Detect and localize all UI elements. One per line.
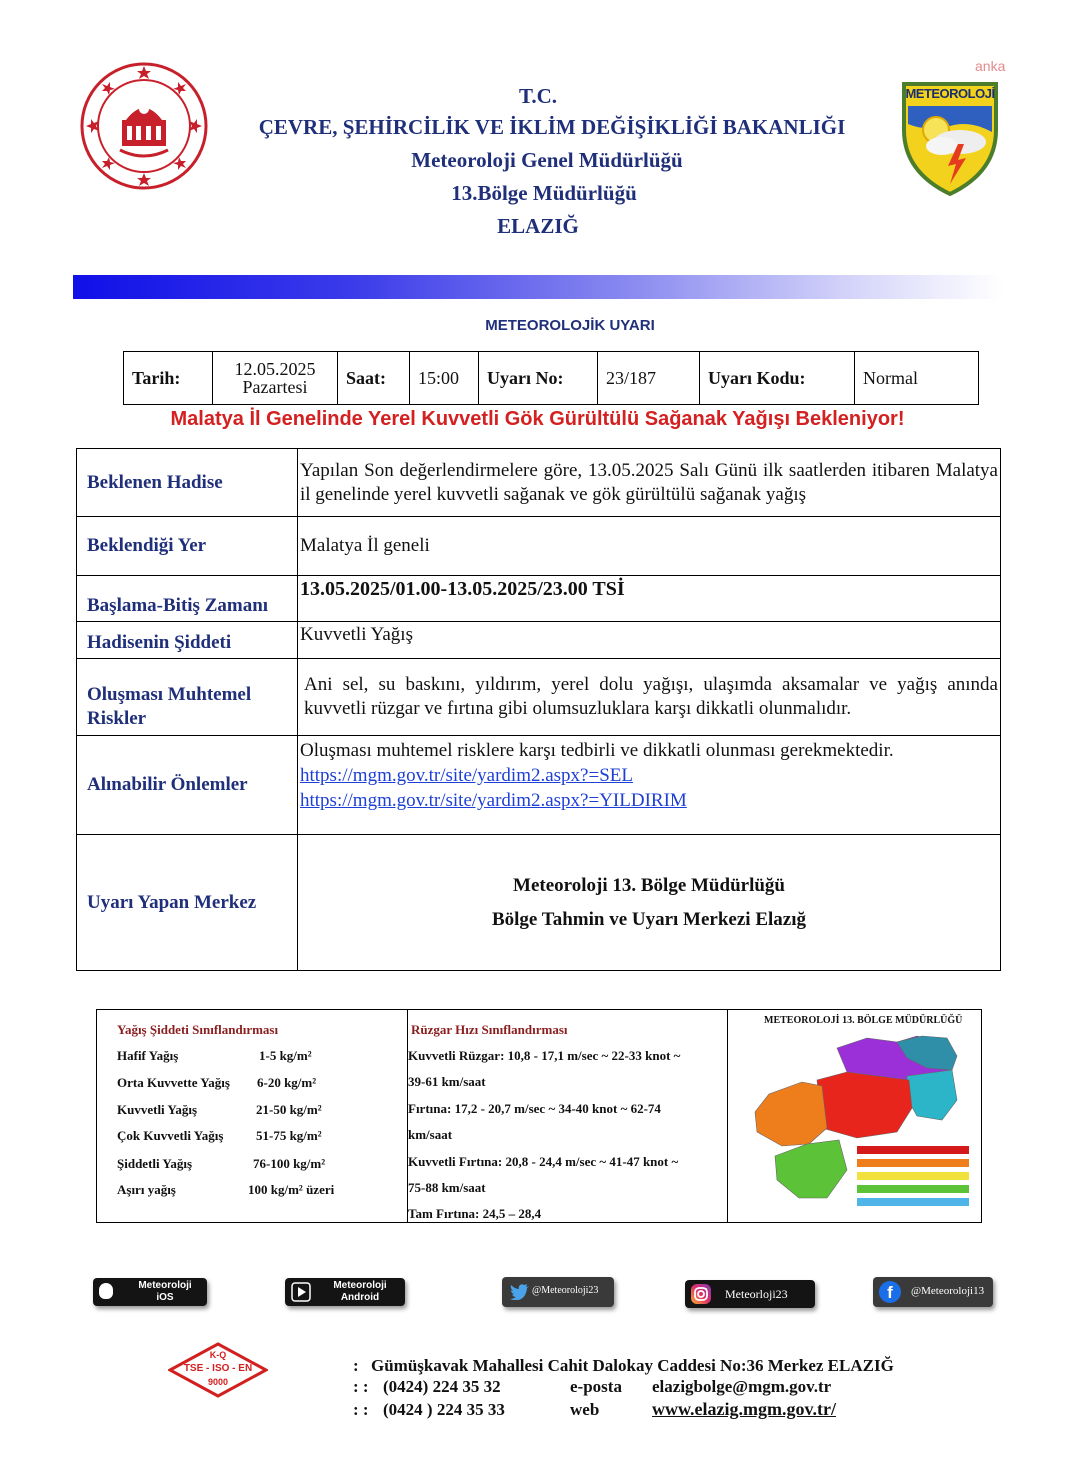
- warning-info-table: [123, 351, 979, 405]
- time-value: 15:00: [410, 352, 479, 405]
- date-cell: [213, 352, 338, 405]
- date-value: 12.05.2025: [234, 359, 316, 379]
- rain-item-name: Çok Kuvvetli Yağış: [117, 1128, 224, 1143]
- warning-headline: Malatya İl Genelinde Yerel Kuvvetli Gök Gürültülü Sağanak Yağışı Bekleniyor!: [170, 408, 905, 430]
- date-label: Tarih:: [124, 352, 213, 405]
- meteoroloji-logo-text: METEOROLOJİ: [905, 86, 995, 101]
- phone2-colons: : :: [353, 1400, 369, 1419]
- address: Gümüşkavak Mahallesi Cahit Dalokay Caddesi No:36 Merkez ELAZIĞ: [371, 1356, 894, 1375]
- rain-item-name: Şiddetli Yağış: [117, 1156, 193, 1171]
- wind-line: Fırtına: 17,2 - 20,7 m/sec ~ 34-40 knot ~ 62-74: [408, 1101, 661, 1116]
- android-badge-line1: Meteoroloji: [333, 1280, 387, 1291]
- document-title: METEOROLOJİK UYARI: [485, 317, 655, 334]
- android-badge-line2: Android: [340, 1292, 380, 1303]
- facebook-icon: f: [879, 1281, 901, 1303]
- precautions-value: Oluşması muhtemel risklere karşı tedbirli ve dikkatli olunması gerekmektedir.: [300, 740, 894, 761]
- risks-value: Ani sel, su baskını, yıldırım, yerel dolu yağışı, ulaşımda aksamalar ve yağış anında kuvvetli rüzgar ve fırtına gibi olumsuzluklara karşı dikkatli olunmalıdır.: [298, 659, 1001, 736]
- wind-line: Kuvvetli Fırtına: 20,8 - 24,4 m/sec ~ 41-47 knot ~: [408, 1154, 679, 1169]
- day-value: Pazartesi: [242, 377, 308, 397]
- expected-place-label: Beklendiği Yer: [77, 517, 298, 576]
- twitter-badge[interactable]: [502, 1277, 614, 1307]
- tse-certification-logo: [168, 1342, 268, 1398]
- android-app-badge[interactable]: [285, 1278, 405, 1306]
- address-colon: :: [353, 1356, 359, 1375]
- instagram-icon: [690, 1283, 712, 1305]
- cert-line3: 9000: [207, 1377, 229, 1387]
- header-region: 13.Bölge Müdürlüğü: [451, 181, 637, 205]
- rain-item-value: 1-5 kg/m²: [259, 1048, 312, 1063]
- rain-item-value: 76-100 kg/m²: [253, 1156, 326, 1171]
- wind-line: Kuvvetli Rüzgar: 10,8 - 17,1 m/sec ~ 22-33 knot ~: [408, 1048, 681, 1063]
- header-directorate: Meteoroloji Genel Müdürlüğü: [411, 148, 683, 172]
- lightning-info-link[interactable]: https://mgm.gov.tr/site/yardim2.aspx?=YILDIRIM: [300, 790, 687, 811]
- rain-item-name: Aşırı yağış: [117, 1182, 176, 1197]
- website-link[interactable]: www.elazig.mgm.gov.tr/: [652, 1399, 836, 1419]
- warning-code-value: Normal: [855, 352, 979, 405]
- header-ministry: ÇEVRE, ŞEHİRCİLİK VE İKLİM DEĞİŞİKLİĞİ BAKANLIĞI: [258, 115, 846, 139]
- severity-label: Hadisenin Şiddeti: [77, 622, 298, 659]
- watermark: anka: [975, 58, 1006, 74]
- warning-code-label: Uyarı Kodu:: [700, 352, 855, 405]
- precautions-label: Alınabilir Önlemler: [77, 736, 298, 835]
- warning-no-label: Uyarı No:: [479, 352, 598, 405]
- rain-item-name: Kuvvetli Yağış: [117, 1102, 198, 1117]
- rain-item-value: 100 kg/m² üzeri: [248, 1182, 335, 1197]
- twitter-handle: @Meteoroloji23: [532, 1285, 599, 1296]
- precautions-cell: [298, 736, 1001, 835]
- warning-no-value: 23/187: [598, 352, 700, 405]
- expected-event-label: Beklenen Hadise: [77, 449, 298, 517]
- rain-item-value: 51-75 kg/m²: [256, 1128, 322, 1143]
- cert-line2: TSE - ISO - EN: [183, 1363, 253, 1374]
- rain-item-value: 21-50 kg/m²: [256, 1102, 322, 1117]
- header-tc: T.C.: [518, 84, 558, 108]
- email[interactable]: elazigbolge@mgm.gov.tr: [652, 1377, 832, 1396]
- ios-badge-line1: Meteoroloji: [138, 1280, 192, 1291]
- classification-box: [96, 1009, 982, 1223]
- instagram-handle: Meteorloji23: [725, 1287, 788, 1301]
- flood-info-link[interactable]: https://mgm.gov.tr/site/yardim2.aspx?=SEL: [300, 765, 633, 786]
- time-range-label: Başlama-Bitiş Zamanı: [77, 576, 298, 622]
- phone1-colons: : :: [353, 1377, 369, 1396]
- time-label: Saat:: [338, 352, 410, 405]
- issuing-center-line1: Meteoroloji 13. Bölge Müdürlüğü: [513, 874, 785, 896]
- region-map: [747, 1028, 979, 1218]
- facebook-badge[interactable]: [873, 1277, 993, 1307]
- rain-item-value: 6-20 kg/m²: [257, 1075, 317, 1090]
- warning-details-table: [76, 448, 1001, 971]
- instagram-badge[interactable]: [685, 1280, 815, 1308]
- rain-item-name: Hafif Yağış: [117, 1048, 179, 1063]
- risks-label: Oluşması Muhtemel Riskler: [77, 659, 298, 736]
- phone2: (0424 ) 224 35 33: [383, 1400, 505, 1419]
- wind-classification-title: Rüzgar Hızı Sınıflandırması: [411, 1022, 568, 1037]
- ios-app-badge[interactable]: [93, 1278, 207, 1306]
- header-gradient-bar: [73, 275, 1003, 299]
- apple-icon: [99, 1283, 113, 1299]
- wind-line: Tam Fırtına: 24,5 – 28,4: [408, 1206, 542, 1221]
- phone1: (0424) 224 35 32: [383, 1377, 501, 1396]
- region-map-title: METEOROLOJİ 13. BÖLGE MÜDÜRLÜĞÜ: [764, 1015, 963, 1026]
- rain-classification-title: Yağış Şiddeti Sınıflandırması: [117, 1022, 279, 1037]
- issuing-center-label: Uyarı Yapan Merkez: [77, 835, 298, 971]
- time-range-value: 13.05.2025/01.00-13.05.2025/23.00 TSİ: [298, 576, 1001, 622]
- play-store-icon: [291, 1282, 311, 1302]
- wind-line: 39-61 km/saat: [408, 1074, 486, 1089]
- twitter-icon: [510, 1284, 530, 1300]
- expected-event-value: Yapılan Son değerlendirmelere göre, 13.05.2025 Salı Günü ilk saatlerden itibaren Malatya il genelinde yerel kuvvetli sağanak ve gök gürültülü sağanak yağış: [298, 449, 1001, 517]
- wind-line: km/saat: [408, 1127, 453, 1142]
- cert-line1: K-Q: [209, 1350, 227, 1360]
- facebook-handle: @Meteoroloji13: [911, 1285, 985, 1297]
- wind-line: 75-88 km/saat: [408, 1180, 486, 1195]
- issuing-center-cell: [298, 835, 1001, 971]
- expected-place-value: Malatya İl geneli: [298, 517, 1001, 576]
- rain-item-name: Orta Kuvvette Yağış: [117, 1075, 230, 1090]
- ios-badge-line2: iOS: [156, 1292, 174, 1303]
- web-label: web: [570, 1400, 600, 1419]
- email-label: e-posta: [570, 1377, 622, 1396]
- issuing-center-line2: Bölge Tahmin ve Uyarı Merkezi Elazığ: [491, 908, 806, 930]
- severity-value: Kuvvetli Yağış: [298, 622, 1001, 659]
- header-city: ELAZIĞ: [497, 214, 579, 238]
